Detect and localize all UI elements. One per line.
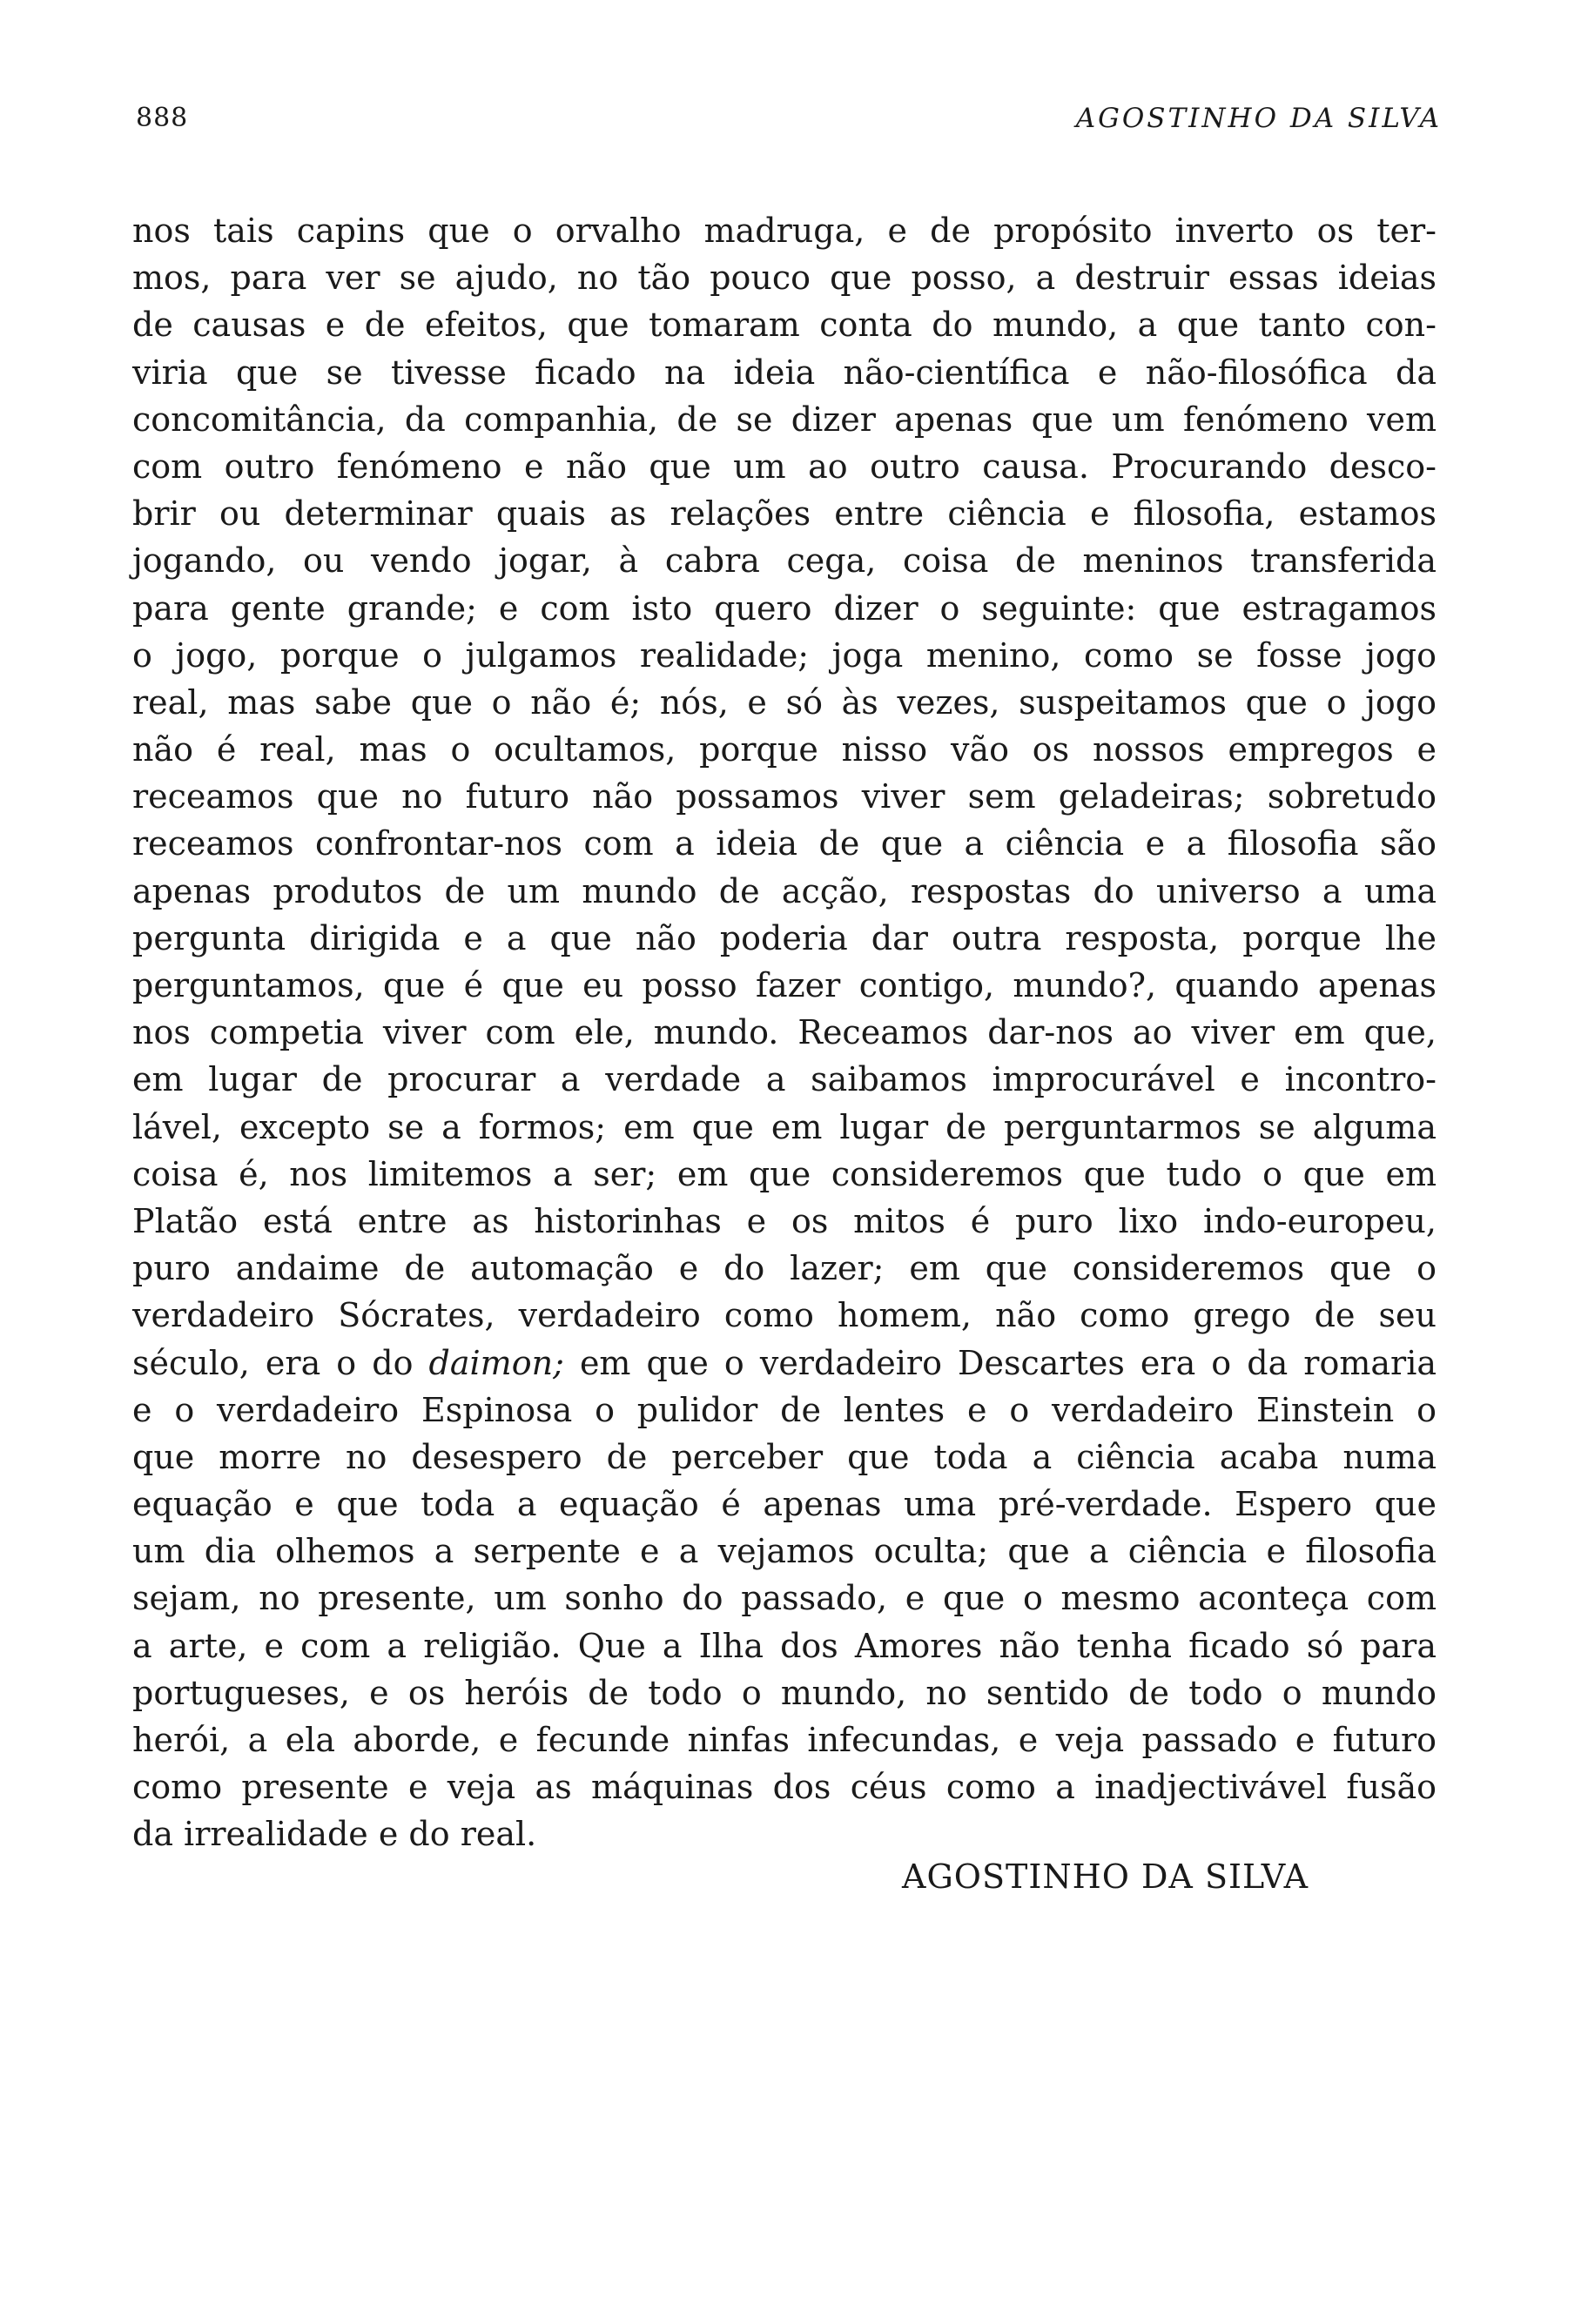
text-segment: em que o verdadeiro Descartes era o da romaria <box>563 1343 1437 1382</box>
author-signature: AGOSTINHO DA SILVA <box>902 1857 1309 1896</box>
text-line: sejam, no presente, um sonho do passado, e que o mesmo aconteça com <box>132 1579 1437 1618</box>
text-line: apenas produtos de um mundo de acção, respostas do universo a uma <box>132 871 1437 910</box>
text-line: equação e que toda a equação é apenas uma pré-verdade. Espero que <box>132 1485 1437 1524</box>
text-line: em lugar de procurar a verdade a saibamos improcurável e incontro- <box>132 1060 1437 1099</box>
text-line: puro andaime de automação e do lazer; em que consideremos que o <box>132 1249 1437 1288</box>
text-line: Platão está entre as historinhas e os mitos é puro lixo indo-europeu, <box>132 1201 1437 1240</box>
text-line: nos competia viver com ele, mundo. Receamos dar-nos ao viver em que, <box>132 1013 1437 1052</box>
text-line: herói, a ela aborde, e fecunde ninfas infecundas, e veja passado e futuro <box>132 1721 1437 1759</box>
text-line: receamos que no futuro não possamos viver sem geladeiras; sobretudo <box>132 777 1437 816</box>
text-line: com outro fenómeno e não que um ao outro causa. Procurando desco- <box>132 447 1437 486</box>
text-line: viria que se tivesse ficado na ideia não-científica e não-filosófica da <box>132 353 1437 392</box>
text-line: para gente grande; e com isto quero dizer o seguinte: que estragamos <box>132 588 1437 628</box>
text-line: verdadeiro Sócrates, verdadeiro como homem, não como grego de seu <box>132 1296 1437 1335</box>
page-number: 888 <box>136 103 189 133</box>
text-line: um dia olhemos a serpente e a vejamos oculta; que a ciência e filosofia <box>132 1532 1437 1571</box>
text-line-last: da irrealidade e do real. <box>132 1815 537 1854</box>
text-line: pergunta dirigida e a que não poderia dar outra resposta, porque lhe <box>132 918 1437 957</box>
text-line: como presente e veja as máquinas dos céus como a inadjectivável fusão <box>132 1768 1437 1807</box>
text-line: o jogo, porque o julgamos realidade; joga menino, como se fosse jogo <box>132 635 1437 675</box>
text-segment: século, era o do <box>132 1343 429 1382</box>
text-line: nos tais capins que o orvalho madruga, e de propósito inverto os ter- <box>132 212 1437 250</box>
text-line: jogando, ou vendo jogar, à cabra cega, coisa de meninos transferida <box>132 541 1437 581</box>
text-line: que morre no desespero de perceber que toda a ciência acaba numa <box>132 1437 1437 1476</box>
text-line: coisa é, nos limitemos a ser; em que consideremos que tudo o que em <box>132 1154 1437 1193</box>
text-line-with-italic <box>132 1340 1437 1387</box>
text-line: e o verdadeiro Espinosa o pulidor de lentes e o verdadeiro Einstein o <box>132 1390 1437 1429</box>
text-line: de causas e de efeitos, que tomaram conta do mundo, a que tanto con- <box>132 306 1437 345</box>
text-line: real, mas sabe que o não é; nós, e só às vezes, suspeitamos que o jogo <box>132 682 1437 722</box>
text-line: perguntamos, que é que eu posso fazer contigo, mundo?, quando apenas <box>132 966 1437 1004</box>
text-line: brir ou determinar quais as relações entre ciência e filosofia, estamos <box>132 494 1437 534</box>
running-head: AGOSTINHO DA SILVA <box>1075 103 1442 134</box>
text-line: não é real, mas o ocultamos, porque nisso vão os nossos empregos e <box>132 730 1437 769</box>
text-line: portugueses, e os heróis de todo o mundo, no sentido de todo o mundo <box>132 1673 1437 1712</box>
page-header <box>136 103 1442 143</box>
text-line: concomitância, da companhia, de se dizer apenas que um fenómeno vem <box>132 400 1437 439</box>
text-line: lável, excepto se a formos; em que em lugar de perguntarmos se alguma <box>132 1107 1437 1146</box>
body-text <box>132 207 1437 1858</box>
text-line: mos, para ver se ajudo, no tão pouco que posso, a destruir essas ideias <box>132 259 1437 298</box>
italic-term: daimon; <box>428 1343 564 1382</box>
text-line: a arte, e com a religião. Que a Ilha dos Amores não tenha ficado só para <box>132 1626 1437 1665</box>
text-line: receamos confrontar-nos com a ideia de que a ciência e a filosofia são <box>132 824 1437 863</box>
